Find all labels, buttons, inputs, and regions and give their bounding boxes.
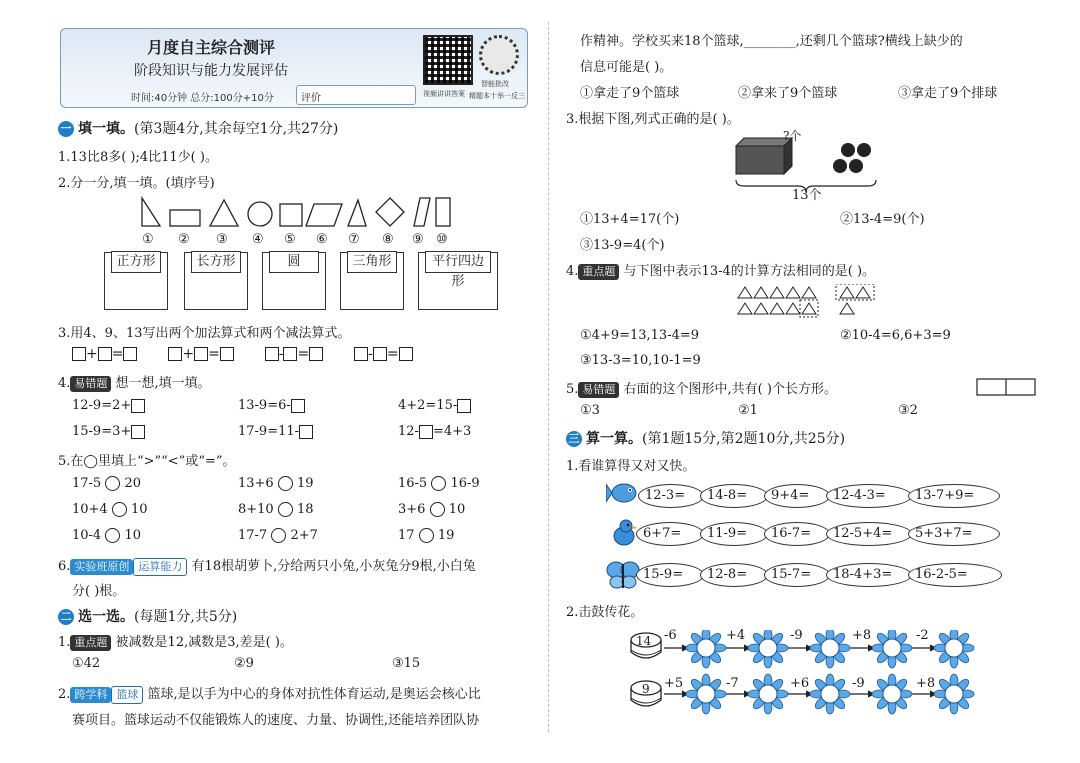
- question-number: 4.: [58, 376, 71, 391]
- drum-op: +8: [916, 676, 936, 691]
- time-score: 时间:40分钟 总分:100分+10分: [131, 93, 274, 104]
- qr-code-icon[interactable]: [423, 35, 473, 85]
- blank-box[interactable]: [98, 347, 112, 361]
- category-label: 平行四边形: [425, 251, 491, 273]
- question-6-cont: 分( )根。: [72, 584, 126, 599]
- category-label: 圆: [269, 251, 319, 273]
- option[interactable]: ①13+4=17(个): [580, 212, 680, 227]
- drum-op: -2: [916, 628, 929, 643]
- key-tag: 重点题: [578, 264, 619, 280]
- compare-item: [72, 502, 148, 517]
- equation-blanks: + = + = - = - =: [72, 346, 413, 362]
- compare-circle[interactable]: [112, 502, 127, 517]
- shape-rectangle: [170, 210, 200, 226]
- evaluation-label: 评价: [301, 93, 321, 104]
- blank-box[interactable]: [131, 399, 145, 413]
- calc-oval[interactable]: 15-7=: [764, 563, 830, 587]
- butterfly-icon: [606, 560, 640, 590]
- shape-triangle: [210, 200, 238, 226]
- calc-oval[interactable]: 15-9=: [636, 563, 704, 587]
- blank-box[interactable]: [399, 347, 413, 361]
- compare-left: 10-4: [72, 528, 102, 543]
- calc-oval[interactable]: 12-4-3=: [826, 484, 912, 508]
- category-box-square[interactable]: [104, 252, 168, 310]
- blank-box[interactable]: [265, 347, 279, 361]
- ability-tag: 运算能力: [133, 558, 187, 576]
- shape-circle: [248, 202, 272, 226]
- compare-right: 10: [448, 502, 466, 517]
- section-note: (第3题4分,其余每空1分,共27分): [134, 121, 339, 137]
- q4-item: [72, 398, 145, 413]
- q4-expression: 12-: [398, 424, 419, 439]
- category-label: 长方形: [191, 251, 241, 273]
- question-number: 2.: [58, 687, 71, 702]
- calc-oval[interactable]: 11-9=: [700, 522, 768, 546]
- option[interactable]: ②13-4=9(个): [840, 212, 925, 227]
- header-banner: [60, 28, 528, 108]
- compare-right: 19: [297, 476, 314, 491]
- calc-oval[interactable]: 16-2-5=: [908, 563, 1002, 587]
- option[interactable]: ③拿走了9个排球: [898, 86, 998, 101]
- question-number: 1.: [58, 635, 71, 650]
- compare-right: 18: [297, 502, 314, 517]
- compare-right: 16-9: [450, 476, 480, 491]
- compare-item: [398, 476, 480, 491]
- shape-number: ⑨: [412, 232, 424, 247]
- blank-box[interactable]: [123, 347, 137, 361]
- calc-oval[interactable]: 12-3=: [638, 484, 704, 508]
- calc-oval[interactable]: 9+4=: [764, 484, 830, 508]
- question-text: 有18根胡萝卜,分给两只小兔,小灰兔分9根,小白兔: [191, 559, 476, 574]
- option[interactable]: ②10-4=6,6+3=9: [840, 328, 951, 343]
- category-box-circle[interactable]: [262, 252, 326, 310]
- category-label: 正方形: [111, 251, 161, 273]
- compare-right: 2+7: [290, 528, 318, 543]
- shape-parallelogram: [306, 204, 342, 226]
- page-title: 月度自主综合测评: [146, 38, 275, 57]
- blank-box[interactable]: [309, 347, 323, 361]
- shape-right-triangle: [142, 198, 160, 226]
- compare-circle[interactable]: [430, 502, 445, 517]
- drum-start-value: 14: [636, 634, 652, 648]
- question-text: 篮球,是以手为中心的身体对抗性体育运动,是奥运会核心比: [147, 687, 481, 702]
- shape-square: [280, 204, 302, 226]
- option[interactable]: ③13-9=4(个): [580, 238, 665, 253]
- error-prone-tag: 易错题: [70, 376, 111, 392]
- category-box-triangle[interactable]: [340, 252, 404, 310]
- shape-numbers: [136, 232, 466, 250]
- compare-item: [398, 502, 465, 517]
- s2-question-3: 3.根据下图,列式正确的是( )。: [566, 112, 740, 127]
- question-5: 5.在◯里填上“>”“<”或“=”。: [58, 454, 236, 469]
- compare-item: [238, 528, 318, 543]
- question-6: [58, 555, 476, 576]
- blank-box[interactable]: [419, 425, 433, 439]
- option[interactable]: ②9: [234, 656, 254, 671]
- shape-number: ⑥: [316, 232, 328, 247]
- question-text: 被减数是12,减数是3,差是( )。: [115, 635, 293, 650]
- compare-circle[interactable]: [431, 476, 446, 491]
- fish-icon: [606, 478, 640, 508]
- drum-op: -9: [852, 676, 865, 691]
- question-number: 5.: [566, 382, 579, 397]
- section-1-heading: [58, 118, 338, 138]
- q4-item: [72, 424, 145, 439]
- section-title: 选一选。: [78, 609, 134, 625]
- triangles-figure: [736, 284, 876, 318]
- calc-question-1: 1.看谁算得又对又快。: [566, 459, 696, 474]
- shape-number: ②: [178, 232, 190, 247]
- compare-left: 10+4: [72, 502, 108, 517]
- s2-question-2: [58, 683, 481, 704]
- q4-expression: 13-9=6-: [238, 398, 291, 413]
- q4-expression: 15-9=3+: [72, 424, 132, 439]
- category-box-rectangle[interactable]: [184, 252, 248, 310]
- option[interactable]: ③15: [392, 656, 421, 671]
- drum-op: +8: [852, 628, 872, 643]
- calc-oval[interactable]: 6+7=: [636, 522, 704, 546]
- evaluation-box: [296, 85, 416, 105]
- compare-circle[interactable]: [271, 528, 286, 543]
- qr2-caption-sub: 精题本十举一反三: [469, 92, 525, 100]
- question-number: 4.: [566, 264, 579, 279]
- q4-expression: 12-9=2+: [72, 398, 132, 413]
- s2q2-continued: 作精神。学校买来18个篮球,________,还剩几个篮球?横线上缺少的: [580, 34, 963, 49]
- compare-item: [72, 476, 141, 491]
- question-1: 1.13比8多( );4比11少( )。: [58, 150, 218, 165]
- shape-tall-rectangle: [436, 198, 450, 226]
- question-4: [58, 372, 211, 392]
- question-text: 与下图中表示13-4的计算方法相同的是( )。: [623, 264, 876, 279]
- section-note: (第1题15分,第2题10分,共25分): [642, 431, 846, 447]
- drum-op: -7: [726, 676, 739, 691]
- blank-box[interactable]: [291, 399, 305, 413]
- section-note: (每题1分,共5分): [134, 609, 238, 625]
- compare-circle[interactable]: [419, 528, 434, 543]
- drum-chain-figure: [664, 630, 994, 720]
- blank-box[interactable]: [72, 347, 86, 361]
- section-number-badge: 一: [58, 121, 74, 137]
- q4-item: [398, 398, 471, 413]
- blank-box[interactable]: [373, 347, 387, 361]
- compare-right: 10: [124, 528, 142, 543]
- s2-question-5: [566, 378, 837, 398]
- shapes-figure: [136, 196, 466, 230]
- calc-question-2: 2.击鼓传花。: [566, 605, 644, 620]
- qr2-caption: 智能批改: [481, 80, 509, 88]
- blank-box[interactable]: [220, 347, 234, 361]
- compare-item: [72, 528, 141, 543]
- blank-box[interactable]: [457, 399, 471, 413]
- blank-box[interactable]: [168, 347, 182, 361]
- option[interactable]: ②拿来了9个篮球: [738, 86, 838, 101]
- compare-item: [238, 502, 314, 517]
- drum-start-value: 9: [642, 682, 650, 696]
- shape-number: ③: [216, 232, 228, 247]
- compare-left: 17: [398, 528, 415, 543]
- figure-total-label: 13个: [792, 188, 822, 203]
- calc-oval[interactable]: 12-5+4=: [826, 522, 912, 546]
- compare-right: 20: [124, 476, 142, 491]
- compare-left: 17-5: [72, 476, 102, 491]
- drum-op: -9: [790, 628, 803, 643]
- shape-number: ⑧: [382, 232, 394, 247]
- compare-circle[interactable]: [105, 528, 120, 543]
- blank-box[interactable]: [131, 425, 145, 439]
- compare-circle[interactable]: [278, 476, 293, 491]
- section-2-heading: [58, 606, 237, 626]
- compare-right: 10: [131, 502, 148, 517]
- compare-left: 17-7: [238, 528, 268, 543]
- category-label: 三角形: [347, 251, 397, 273]
- s2q2-continued-2: 信息可能是( )。: [580, 60, 673, 75]
- calc-oval[interactable]: 14-8=: [700, 484, 768, 508]
- option[interactable]: ①42: [72, 656, 101, 671]
- calc-oval[interactable]: 12-8=: [700, 563, 768, 587]
- option[interactable]: ②1: [738, 403, 758, 418]
- compare-left: 16-5: [398, 476, 428, 491]
- shape-rhombus: [376, 198, 404, 226]
- compare-right: 19: [437, 528, 455, 543]
- option[interactable]: ③2: [898, 403, 918, 418]
- blank-box[interactable]: [354, 347, 368, 361]
- s2-question-2-cont: 赛项目。篮球运动不仅能锻炼人的速度、力量、协调性,还能培养团队协: [72, 713, 480, 728]
- compare-item: [398, 528, 454, 543]
- drum-op: -6: [664, 628, 677, 643]
- key-tag: 重点题: [70, 635, 111, 651]
- drum-op: +6: [790, 676, 810, 691]
- compare-circle[interactable]: [105, 476, 120, 491]
- drum-op: +5: [664, 676, 684, 691]
- option[interactable]: ①拿走了9个篮球: [580, 86, 680, 101]
- q4-item: [398, 424, 471, 439]
- q4-expression: 4+2=15-: [398, 398, 458, 413]
- calc-oval[interactable]: 18-4+3=: [826, 563, 912, 587]
- figure-question-label: ?个: [783, 129, 802, 143]
- compare-item: [238, 476, 314, 491]
- q4-expression: 17-9=11-: [238, 424, 300, 439]
- s2-question-4: [566, 260, 875, 280]
- compare-left: 8+10: [238, 502, 274, 517]
- section-title: 算一算。: [586, 431, 642, 447]
- compare-circle[interactable]: [278, 502, 293, 517]
- original-tag: 实验班原创: [70, 559, 133, 575]
- question-3: 3.用4、9、13写出两个加法算式和两个减法算式。: [58, 326, 351, 341]
- option[interactable]: ①3: [580, 403, 600, 418]
- calc-oval[interactable]: 16-7=: [764, 522, 830, 546]
- cross-subject-tag: 跨学科: [70, 687, 111, 703]
- compare-left: 3+6: [398, 502, 426, 517]
- option[interactable]: ③13-3=10,10-1=9: [580, 353, 701, 368]
- qr-caption: 视频讲讲答案: [423, 90, 465, 98]
- topic-tag: 篮球: [111, 686, 143, 704]
- s2-question-1: [58, 631, 293, 651]
- shape-tall-triangle: [348, 200, 366, 226]
- question-2: 2.分一分,填一填。(填序号): [58, 176, 215, 191]
- shape-number: ⑩: [436, 232, 448, 247]
- shape-trapezoid: [414, 198, 430, 226]
- smart-grading-icon[interactable]: [479, 35, 519, 75]
- section-3-heading: [566, 428, 845, 448]
- drum-op: +4: [726, 628, 746, 643]
- section-title: 填一填。: [78, 121, 134, 137]
- calc-oval[interactable]: 13-7+9=: [908, 484, 1000, 508]
- shape-number: ①: [142, 232, 154, 247]
- blank-box[interactable]: [283, 347, 297, 361]
- question-text: 想一想,填一填。: [115, 376, 211, 391]
- compare-left: 13+6: [238, 476, 274, 491]
- shape-number: ⑤: [284, 232, 296, 247]
- rectangle-figure: [976, 378, 1036, 396]
- page-divider: [548, 22, 549, 732]
- question-number: 6.: [58, 559, 71, 574]
- section-number-badge: 三: [566, 431, 582, 447]
- q4-item: [238, 424, 313, 439]
- option[interactable]: ①4+9=13,13-4=9: [580, 328, 700, 343]
- blank-box[interactable]: [194, 347, 208, 361]
- shape-number: ⑦: [348, 232, 360, 247]
- category-box-parallelogram[interactable]: [418, 252, 498, 310]
- page-subtitle: 阶段知识与能力发展评估: [134, 63, 288, 79]
- calc-oval[interactable]: 5+3+7=: [908, 522, 1000, 546]
- error-prone-tag: 易错题: [578, 382, 619, 398]
- question-text: 右面的这个图形中,共有( )个长方形。: [623, 382, 837, 397]
- shape-number: ④: [252, 232, 264, 247]
- section-number-badge: 二: [58, 609, 74, 625]
- blank-box[interactable]: [299, 425, 313, 439]
- q4-item: [238, 398, 305, 413]
- q4-expression-tail: =4+3: [432, 424, 472, 439]
